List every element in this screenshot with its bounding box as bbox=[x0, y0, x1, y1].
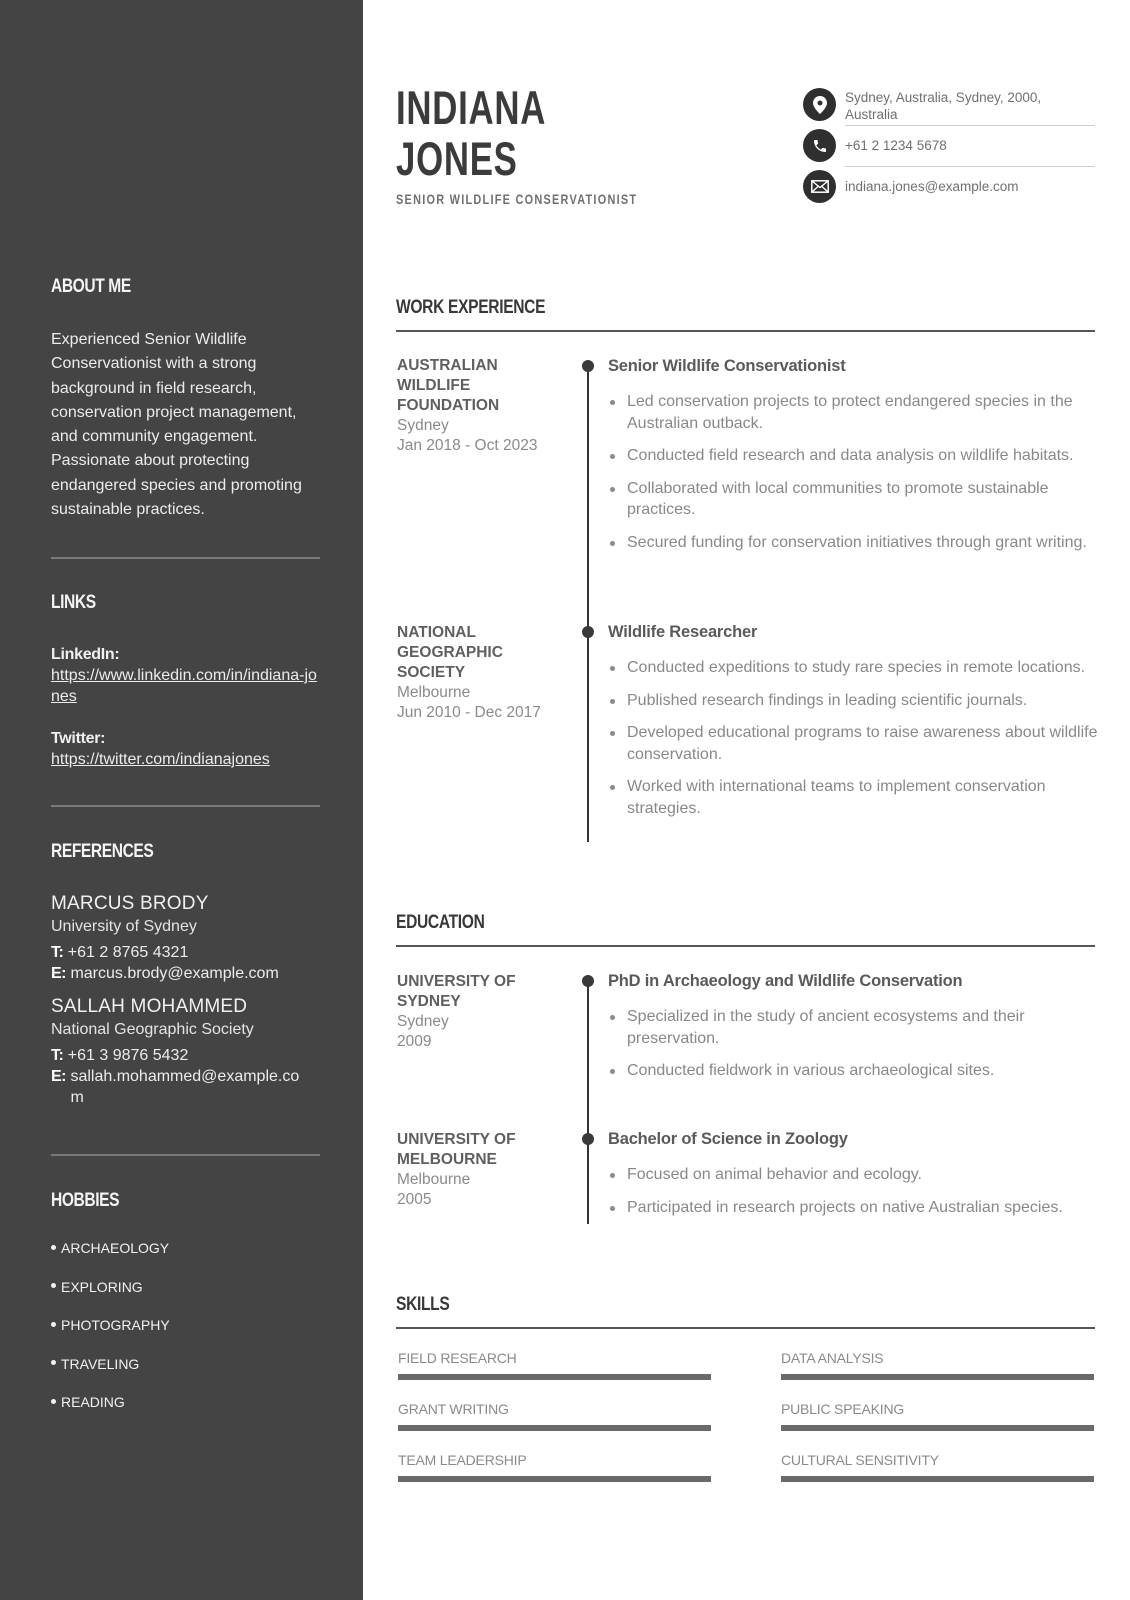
divider bbox=[845, 125, 1095, 126]
list-item: Specialized in the study of ancient ecosystems and their preservation. bbox=[608, 1006, 1100, 1049]
skill-item bbox=[781, 1451, 1094, 1482]
divider bbox=[51, 1154, 320, 1156]
skill-label: TEAM LEADERSHIP bbox=[398, 1452, 527, 1468]
employer-name: NATIONAL GEOGRAPHIC SOCIETY bbox=[397, 624, 503, 681]
hobby-label: PHOTOGRAPHY bbox=[61, 1317, 170, 1333]
list-item: Participated in research projects on native Australian species. bbox=[608, 1197, 1100, 1219]
list-item: Conducted fieldwork in various archaeological sites. bbox=[608, 1060, 1100, 1082]
achievements-list bbox=[608, 1164, 1100, 1218]
divider bbox=[51, 557, 320, 559]
work-experience-heading: WORK EXPERIENCE bbox=[396, 297, 546, 318]
graduation-year: 2005 bbox=[397, 1191, 432, 1208]
employer-location: Melbourne bbox=[397, 684, 471, 701]
employer-name: AUSTRALIAN WILDLIFE FOUNDATION bbox=[397, 357, 500, 414]
reference-name: SALLAH MOHAMMED bbox=[51, 996, 248, 1017]
list-item: Conducted expeditions to study rare species in remote locations. bbox=[608, 657, 1100, 679]
skill-item bbox=[398, 1451, 711, 1482]
location-pin-icon bbox=[803, 88, 836, 121]
graduation-year: 2009 bbox=[397, 1033, 432, 1050]
skill-level-bar bbox=[781, 1476, 1094, 1482]
divider bbox=[845, 166, 1095, 167]
skill-item bbox=[398, 1400, 711, 1431]
hobby-label: ARCHAEOLOGY bbox=[61, 1240, 170, 1256]
work-entry-meta bbox=[397, 623, 557, 723]
responsibilities-list bbox=[608, 391, 1100, 553]
list-item: Conducted field research and data analysis on wildlife habitats. bbox=[608, 445, 1100, 467]
skills-heading: SKILLS bbox=[396, 1294, 450, 1315]
skill-level-bar bbox=[781, 1374, 1094, 1380]
skill-label: CULTURAL SENSITIVITY bbox=[781, 1452, 939, 1468]
reference-phone-value: +61 2 8765 4321 bbox=[67, 944, 189, 961]
last-name: JONES bbox=[396, 132, 518, 185]
work-entry-meta bbox=[397, 356, 557, 456]
employer-location: Sydney bbox=[397, 417, 449, 434]
list-item: Developed educational programs to raise awareness about wildlife conservation. bbox=[608, 722, 1100, 765]
twitter-link[interactable]: https://twitter.com/indianajones bbox=[51, 751, 270, 768]
list-item: Led conservation projects to protect endangered species in the Australian outback. bbox=[608, 391, 1100, 434]
skill-label: DATA ANALYSIS bbox=[781, 1350, 884, 1366]
phone-icon bbox=[803, 129, 836, 162]
education-heading: EDUCATION bbox=[396, 912, 485, 933]
skill-level-bar bbox=[398, 1425, 711, 1431]
address-text: Sydney, Australia, Sydney, 2000, Australia bbox=[845, 90, 1042, 122]
timeline-line bbox=[587, 982, 589, 1224]
email-text: indiana.jones@example.com bbox=[845, 179, 1019, 194]
bullet-icon bbox=[51, 1360, 56, 1365]
link-linkedin bbox=[51, 644, 321, 707]
link-twitter bbox=[51, 728, 321, 770]
degree-title: PhD in Archaeology and Wildlife Conservation bbox=[608, 972, 963, 990]
hobby-item bbox=[51, 1354, 321, 1393]
role-title: Wildlife Researcher bbox=[608, 623, 758, 641]
reference-email bbox=[51, 963, 321, 984]
references-section bbox=[51, 841, 321, 1108]
contact-phone bbox=[803, 129, 1095, 162]
reference-email bbox=[51, 1066, 321, 1108]
links-heading: LINKS bbox=[51, 592, 96, 613]
links-section bbox=[51, 592, 321, 770]
institution-name: UNIVERSITY OF SYDNEY bbox=[397, 973, 516, 1010]
list-item: Secured funding for conservation initiatives through grant writing. bbox=[608, 532, 1100, 554]
about-text: Experienced Senior Wildlife Conservationist with a strong background in field research, conservation project management, and community engagement. Passionate about protecting endangered species and promoting sustainable practices. bbox=[51, 331, 302, 519]
reference-phone bbox=[51, 942, 321, 963]
role-title: Senior Wildlife Conservationist bbox=[608, 357, 846, 375]
first-name: INDIANA bbox=[396, 81, 547, 134]
work-entry-details bbox=[608, 355, 1100, 564]
education-entry-meta bbox=[397, 972, 557, 1052]
phone-text: +61 2 1234 5678 bbox=[845, 138, 947, 153]
list-item: Focused on animal behavior and ecology. bbox=[608, 1164, 1100, 1186]
divider bbox=[51, 805, 320, 807]
institution-location: Melbourne bbox=[397, 1171, 471, 1188]
references-heading: REFERENCES bbox=[51, 841, 154, 862]
skill-level-bar bbox=[781, 1425, 1094, 1431]
skill-label: FIELD RESEARCH bbox=[398, 1350, 517, 1366]
email-prefix: E: bbox=[51, 965, 66, 982]
hobby-label: TRAVELING bbox=[61, 1355, 140, 1372]
email-prefix: E: bbox=[51, 1068, 66, 1085]
education-entry-details bbox=[608, 970, 1100, 1093]
degree-title: Bachelor of Science in Zoology bbox=[608, 1130, 848, 1148]
hobbies-list bbox=[51, 1238, 321, 1431]
hobby-item bbox=[51, 1277, 321, 1316]
reference-org: National Geographic Society bbox=[51, 1021, 254, 1038]
hobby-label: EXPLORING bbox=[61, 1278, 143, 1295]
reference-phone-value: +61 3 9876 5432 bbox=[67, 1047, 189, 1064]
achievements-list bbox=[608, 1006, 1100, 1082]
section-divider bbox=[396, 945, 1095, 947]
linkedin-link[interactable]: https://www.linkedin.com/in/indiana-jones bbox=[51, 667, 317, 705]
contact-email bbox=[803, 170, 1095, 203]
reference-org: University of Sydney bbox=[51, 918, 197, 935]
employment-dates: Jan 2018 - Oct 2023 bbox=[397, 437, 538, 454]
skill-item bbox=[398, 1349, 711, 1380]
employment-dates: Jun 2010 - Dec 2017 bbox=[397, 704, 541, 721]
hobby-item bbox=[51, 1238, 321, 1277]
hobbies-section bbox=[51, 1190, 321, 1431]
bullet-icon bbox=[51, 1245, 56, 1250]
list-item: Worked with international teams to implement conservation strategies. bbox=[608, 776, 1100, 819]
hobby-label: READING bbox=[61, 1394, 125, 1410]
about-section bbox=[51, 276, 321, 522]
skill-label: PUBLIC SPEAKING bbox=[781, 1401, 905, 1417]
list-item: Published research findings in leading scientific journals. bbox=[608, 690, 1100, 712]
work-entry-details bbox=[608, 621, 1100, 830]
timeline-dot-icon bbox=[582, 626, 594, 638]
skill-label: GRANT WRITING bbox=[398, 1401, 509, 1417]
link-label: LinkedIn: bbox=[51, 646, 120, 663]
about-heading: ABOUT ME bbox=[51, 276, 131, 297]
skill-level-bar bbox=[398, 1476, 711, 1482]
contact-address bbox=[803, 88, 1095, 123]
bullet-icon bbox=[51, 1283, 56, 1288]
section-divider bbox=[396, 1327, 1095, 1329]
reference-phone bbox=[51, 1045, 321, 1066]
link-label: Twitter: bbox=[51, 730, 106, 747]
hobby-item bbox=[51, 1392, 321, 1431]
reference-item bbox=[51, 995, 321, 1108]
reference-email-value: sallah.mohammed@example.com bbox=[70, 1068, 300, 1106]
reference-email-value: marcus.brody@example.com bbox=[70, 965, 279, 982]
timeline-dot-icon bbox=[582, 360, 594, 372]
section-divider bbox=[396, 330, 1095, 332]
hobby-item bbox=[51, 1315, 321, 1354]
timeline-dot-icon bbox=[582, 975, 594, 987]
list-item: Collaborated with local communities to promote sustainable practices. bbox=[608, 478, 1100, 521]
envelope-icon bbox=[803, 170, 836, 203]
timeline-line bbox=[587, 366, 589, 842]
responsibilities-list bbox=[608, 657, 1100, 819]
bullet-icon bbox=[51, 1399, 56, 1404]
bullet-icon bbox=[51, 1322, 56, 1327]
job-title: SENIOR WILDLIFE CONSERVATIONIST bbox=[396, 191, 638, 207]
institution-location: Sydney bbox=[397, 1013, 449, 1030]
sidebar bbox=[0, 0, 363, 1600]
reference-name: MARCUS BRODY bbox=[51, 893, 209, 914]
reference-item bbox=[51, 892, 321, 984]
education-entry-details bbox=[608, 1128, 1100, 1229]
phone-prefix: T: bbox=[51, 944, 64, 961]
skill-item bbox=[781, 1400, 1094, 1431]
education-entry-meta bbox=[397, 1130, 557, 1210]
timeline-dot-icon bbox=[582, 1133, 594, 1145]
skill-level-bar bbox=[398, 1374, 711, 1380]
candidate-name bbox=[396, 82, 633, 184]
institution-name: UNIVERSITY OF MELBOURNE bbox=[397, 1131, 516, 1168]
hobbies-heading: HOBBIES bbox=[51, 1190, 120, 1211]
skill-item bbox=[781, 1349, 1094, 1380]
phone-prefix: T: bbox=[51, 1047, 64, 1064]
